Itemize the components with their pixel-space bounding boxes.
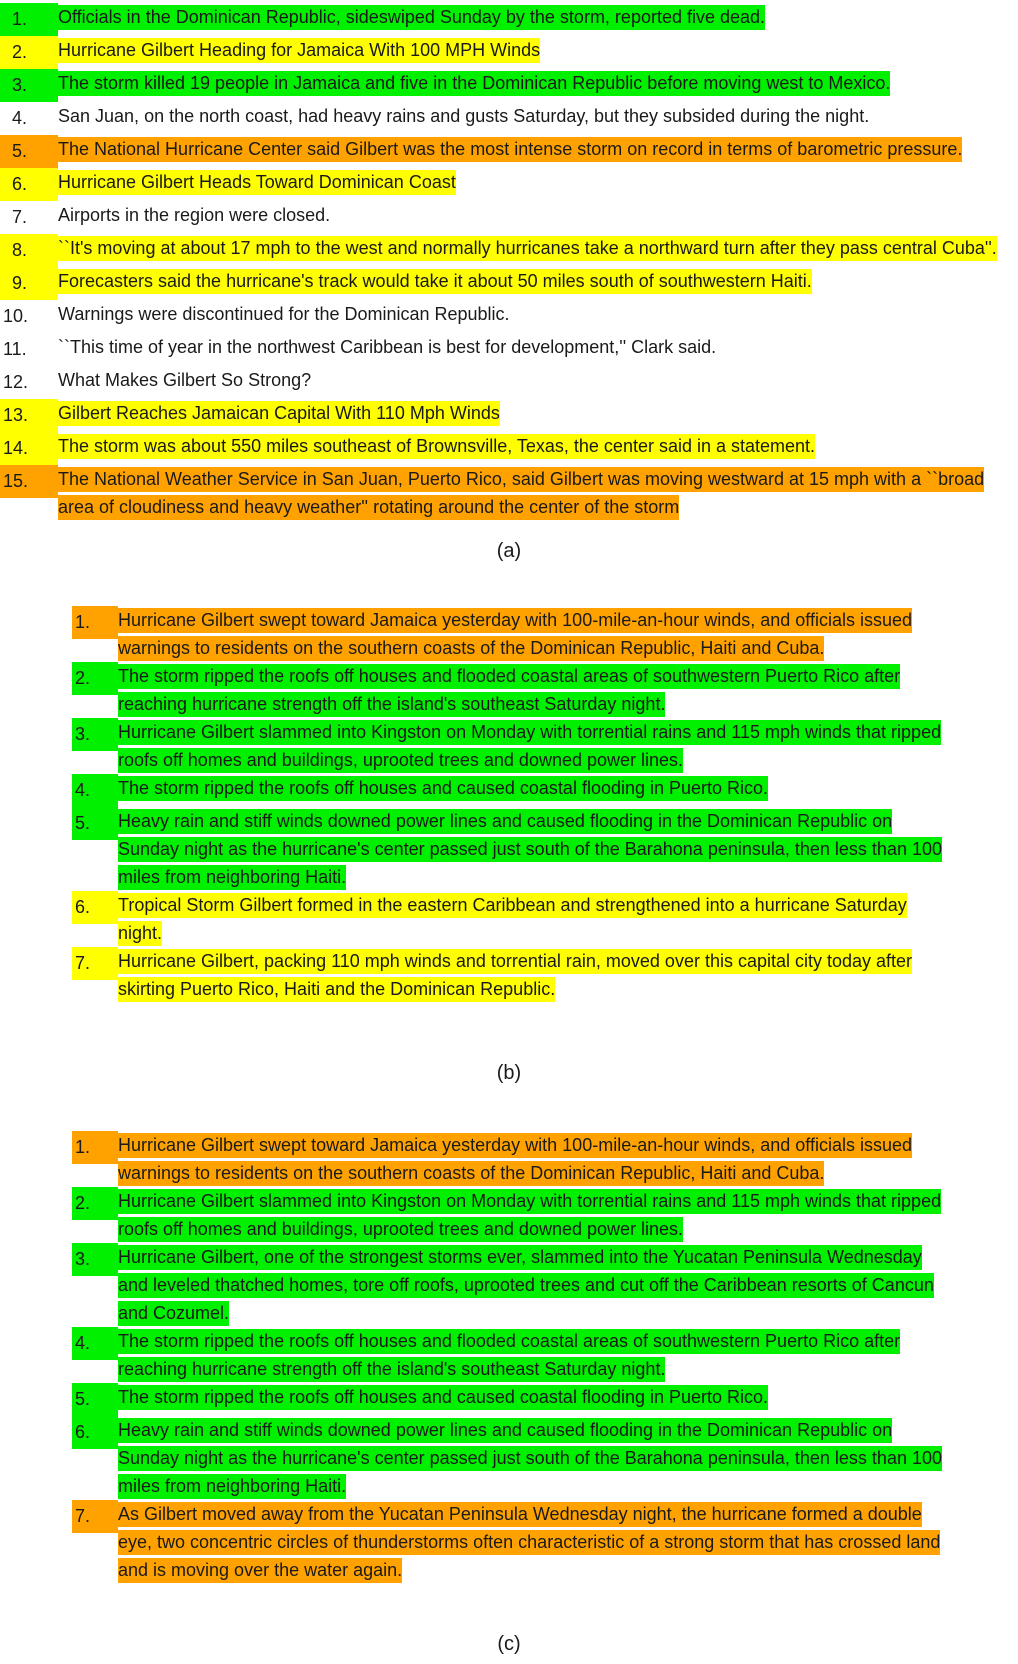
list-item xyxy=(72,1131,952,1187)
item-text: The storm ripped the roofs off houses and caused coastal flooding in Puerto Rico. xyxy=(118,776,768,801)
list-item xyxy=(0,201,1018,234)
item-number: 2. xyxy=(72,662,118,695)
item-text: Warnings were discontinued for the Dominican Republic. xyxy=(58,304,510,324)
item-text: Hurricane Gilbert, one of the strongest storms ever, slammed into the Yucatan Peninsula Wednesday and leveled thatched homes, tore off roofs, uprooted trees and cut off the Caribbean resorts of Cancun and Cozumel. xyxy=(118,1245,934,1326)
list-item xyxy=(0,102,1018,135)
item-number: 4. xyxy=(72,1327,118,1360)
item-number: 1. xyxy=(72,1131,118,1164)
list-item xyxy=(0,135,1018,168)
item-number: 6. xyxy=(72,1416,118,1449)
list-item xyxy=(72,718,952,774)
item-text: San Juan, on the north coast, had heavy rains and gusts Saturday, but they subsided during the night. xyxy=(58,106,870,126)
item-number: 14. xyxy=(0,432,58,465)
item-number: 9. xyxy=(0,267,58,300)
item-text: ``It's moving at about 17 mph to the west and normally hurricanes take a northward turn after they pass central Cuba''. xyxy=(58,236,997,261)
item-text: Hurricane Gilbert, packing 110 mph winds and torrential rain, moved over this capital city today after skirting Puerto Rico, Haiti and the Dominican Republic. xyxy=(118,949,912,1002)
item-text: Hurricane Gilbert slammed into Kingston on Monday with torrential rains and 115 mph winds that ripped roofs off homes and buildings, uprooted trees and downed power lines. xyxy=(118,720,941,773)
item-text: Gilbert Reaches Jamaican Capital With 110 Mph Winds xyxy=(58,401,500,426)
item-number: 5. xyxy=(0,135,58,168)
list-item xyxy=(72,1383,952,1416)
item-number: 1. xyxy=(0,3,58,36)
list-item xyxy=(0,366,1018,399)
item-number: 3. xyxy=(0,69,58,102)
item-text: Heavy rain and stiff winds downed power lines and caused flooding in the Dominican Republic on Sunday night as the hurricane's center passed just south of the Barahona peninsula, then less than 100 miles from neighboring Haiti. xyxy=(118,809,942,890)
item-number: 6. xyxy=(0,168,58,201)
item-number: 2. xyxy=(0,36,58,69)
list-item xyxy=(0,36,1018,69)
item-number: 5. xyxy=(72,807,118,840)
item-number: 10. xyxy=(3,306,29,326)
item-number: 7. xyxy=(72,947,118,980)
item-text: The storm ripped the roofs off houses and caused coastal flooding in Puerto Rico. xyxy=(118,1385,768,1410)
list-item xyxy=(72,774,952,807)
list-item xyxy=(0,399,1018,432)
item-text: Hurricane Gilbert slammed into Kingston on Monday with torrential rains and 115 mph winds that ripped roofs off homes and buildings, uprooted trees and downed power lines. xyxy=(118,1189,941,1242)
item-number: 13. xyxy=(0,399,58,432)
panel-caption: (a) xyxy=(496,540,522,562)
item-number: 1. xyxy=(72,606,118,639)
list-item xyxy=(72,606,952,662)
item-number: 5. xyxy=(72,1383,118,1416)
item-text: Hurricane Gilbert swept toward Jamaica yesterday with 100-mile-an-hour winds, and officials issued warnings to residents on the southern coasts of the Dominican Republic, Haiti and Cuba. xyxy=(118,608,912,661)
list-item xyxy=(0,333,1018,366)
item-number: 3. xyxy=(72,718,118,751)
sentence-list-b xyxy=(72,606,952,1003)
panel-caption: (c) xyxy=(497,1633,521,1655)
item-text: Heavy rain and stiff winds downed power lines and caused flooding in the Dominican Republic on Sunday night as the hurricane's center passed just south of the Barahona peninsula, then less than 100 miles from neighboring Haiti. xyxy=(118,1418,942,1499)
list-item xyxy=(0,3,1018,36)
list-item xyxy=(0,234,1018,267)
item-text: The storm ripped the roofs off houses and flooded coastal areas of southwestern Puerto Rico after reaching hurricane strength off the island's southeast Saturday night. xyxy=(118,664,900,717)
list-item xyxy=(72,891,952,947)
item-text: ``This time of year in the northwest Caribbean is best for development,'' Clark said. xyxy=(58,337,717,357)
item-number: 8. xyxy=(0,234,58,267)
item-number: 4. xyxy=(12,108,28,128)
list-item xyxy=(72,1187,952,1243)
sentence-list-a xyxy=(0,3,1018,521)
item-text: What Makes Gilbert So Strong? xyxy=(58,370,312,390)
item-number: 4. xyxy=(72,774,118,807)
item-text: The storm ripped the roofs off houses and flooded coastal areas of southwestern Puerto Rico after reaching hurricane strength off the island's southeast Saturday night. xyxy=(118,1329,900,1382)
item-text: The storm was about 550 miles southeast of Brownsville, Texas, the center said in a statement. xyxy=(58,434,815,459)
sentence-list-c xyxy=(72,1131,952,1584)
item-text: Forecasters said the hurricane's track would take it about 50 miles south of southwestern Haiti. xyxy=(58,269,812,294)
list-item xyxy=(72,662,952,718)
item-number: 12. xyxy=(3,372,29,392)
item-number: 6. xyxy=(72,891,118,924)
list-item xyxy=(72,1500,952,1584)
item-number: 2. xyxy=(72,1187,118,1220)
list-item xyxy=(72,807,952,891)
item-text: Hurricane Gilbert Heads Toward Dominican Coast xyxy=(58,170,456,195)
list-item xyxy=(72,947,952,1003)
list-item xyxy=(72,1416,952,1500)
item-text: Officials in the Dominican Republic, sideswiped Sunday by the storm, reported five dead. xyxy=(58,5,765,30)
item-text: The storm killed 19 people in Jamaica and five in the Dominican Republic before moving west to Mexico. xyxy=(58,71,890,96)
item-number: 11. xyxy=(3,339,27,359)
list-item xyxy=(0,69,1018,102)
list-item xyxy=(0,300,1018,333)
list-item xyxy=(0,267,1018,300)
item-text: Airports in the region were closed. xyxy=(58,205,331,225)
panel-caption: (b) xyxy=(496,1062,522,1084)
list-item xyxy=(0,168,1018,201)
item-text: Hurricane Gilbert Heading for Jamaica With 100 MPH Winds xyxy=(58,38,540,63)
item-text: As Gilbert moved away from the Yucatan Peninsula Wednesday night, the hurricane formed a double eye, two concentric circles of thunderstorms often characteristic of a strong storm that has crossed land and is moving over the water again. xyxy=(118,1502,940,1583)
item-text: The National Weather Service in San Juan, Puerto Rico, said Gilbert was moving westward at 15 mph with a ``broad area of cloudiness and heavy weather'' rotating around the center of the storm xyxy=(58,467,984,520)
item-text: Hurricane Gilbert swept toward Jamaica yesterday with 100-mile-an-hour winds, and officials issued warnings to residents on the southern coasts of the Dominican Republic, Haiti and Cuba. xyxy=(118,1133,912,1186)
item-number: 7. xyxy=(12,207,28,227)
list-item xyxy=(0,432,1018,465)
list-item xyxy=(72,1243,952,1327)
list-item xyxy=(72,1327,952,1383)
item-number: 7. xyxy=(72,1500,118,1533)
item-text: Tropical Storm Gilbert formed in the eastern Caribbean and strengthened into a hurricane Saturday night. xyxy=(118,893,907,946)
item-number: 3. xyxy=(72,1243,118,1276)
item-text: The National Hurricane Center said Gilbert was the most intense storm on record in terms of barometric pressure. xyxy=(58,137,962,162)
list-item xyxy=(0,465,1018,521)
item-number: 15. xyxy=(0,465,58,498)
